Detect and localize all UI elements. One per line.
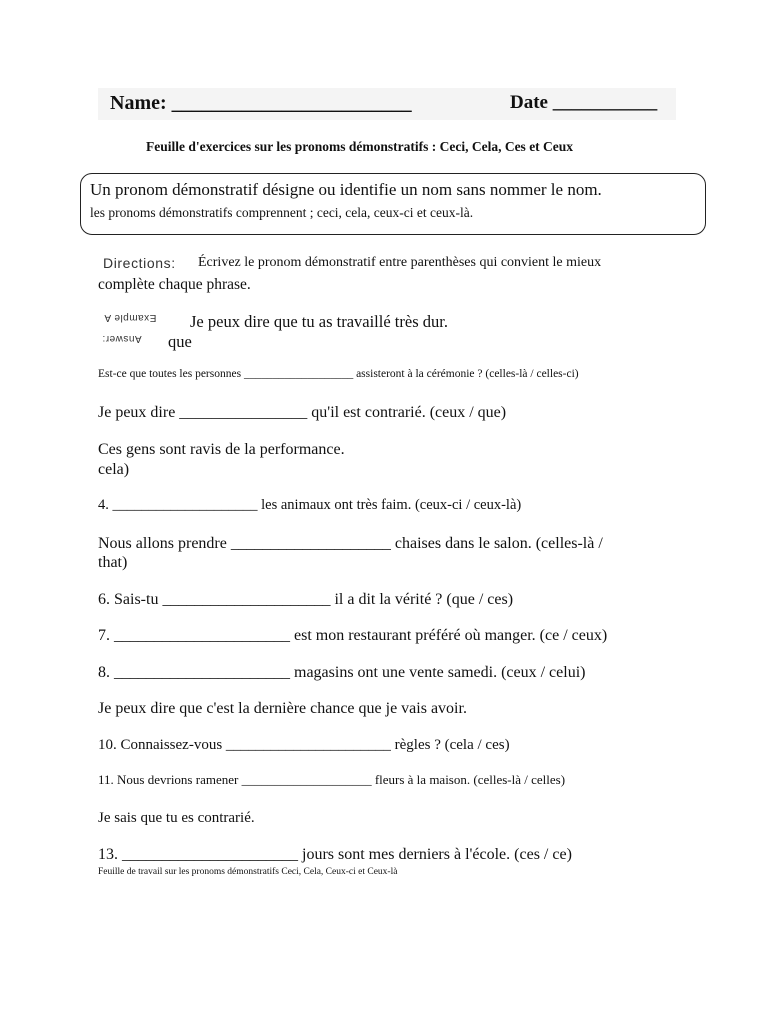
question-8: 8. ______________________ magasins ont une vente samedi. (ceux / celui)	[98, 664, 586, 681]
question-13: 13. ______________________ jours sont mes derniers à l'école. (ces / ce)	[98, 846, 572, 863]
intro-examples: les pronoms démonstratifs comprennent ; ceci, cela, ceux-ci et ceux-là.	[90, 205, 474, 220]
example-answer: que	[168, 332, 192, 351]
question-12: Je sais que tu es contrarié.	[98, 810, 255, 826]
question-5-options: that)	[98, 554, 128, 571]
name-field-label: Name: ________________________	[110, 92, 412, 114]
question-3: Ces gens sont ravis de la performance.	[98, 441, 345, 458]
date-field-label: Date ___________	[510, 92, 658, 113]
question-1: Est-ce que toutes les personnes ___________________ assisteront à la cérémonie ? (celles-là / celles-ci)	[98, 368, 579, 380]
answer-tag: Answer:	[102, 333, 142, 344]
example-tag: Example A	[104, 312, 157, 323]
directions-label: Directions:	[103, 255, 176, 271]
question-7: 7. ______________________ est mon restaurant préféré où manger. (ce / ceux)	[98, 627, 608, 644]
question-9: Je peux dire que c'est la dernière chance que je vais avoir.	[98, 700, 467, 717]
question-2: Je peux dire ________________ qu'il est contrarié. (ceux / que)	[98, 404, 507, 421]
question-10: 10. Connaissez-vous ______________________ règles ? (cela / ces)	[98, 737, 510, 753]
question-3-options: cela)	[98, 461, 130, 478]
question-4: 4. ____________________ les animaux ont très faim. (ceux-ci / ceux-là)	[98, 497, 522, 513]
example-sentence: Je peux dire que tu as travaillé très dur.	[190, 312, 448, 331]
question-5: Nous allons prendre ____________________ chaises dans le salon. (celles-là /	[98, 535, 603, 552]
question-11: 11. Nous devrions ramener ____________________ fleurs à la maison. (celles-là / celles)	[98, 772, 566, 787]
footer-note: Feuille de travail sur les pronoms démonstratifs Ceci, Cela, Ceux-ci et Ceux-là	[98, 867, 398, 877]
intro-definition: Un pronom démonstratif désigne ou identifie un nom sans nommer le nom.	[90, 180, 602, 199]
directions-text-continued: complète chaque phrase.	[98, 276, 251, 293]
question-6: 6. Sais-tu _____________________ il a dit la vérité ? (que / ces)	[98, 591, 514, 608]
worksheet-title: Feuille d'exercices sur les pronoms démonstratifs : Ceci, Cela, Ces et Ceux	[146, 139, 574, 154]
directions-text: Écrivez le pronom démonstratif entre parenthèses qui convient le mieux	[198, 255, 602, 270]
